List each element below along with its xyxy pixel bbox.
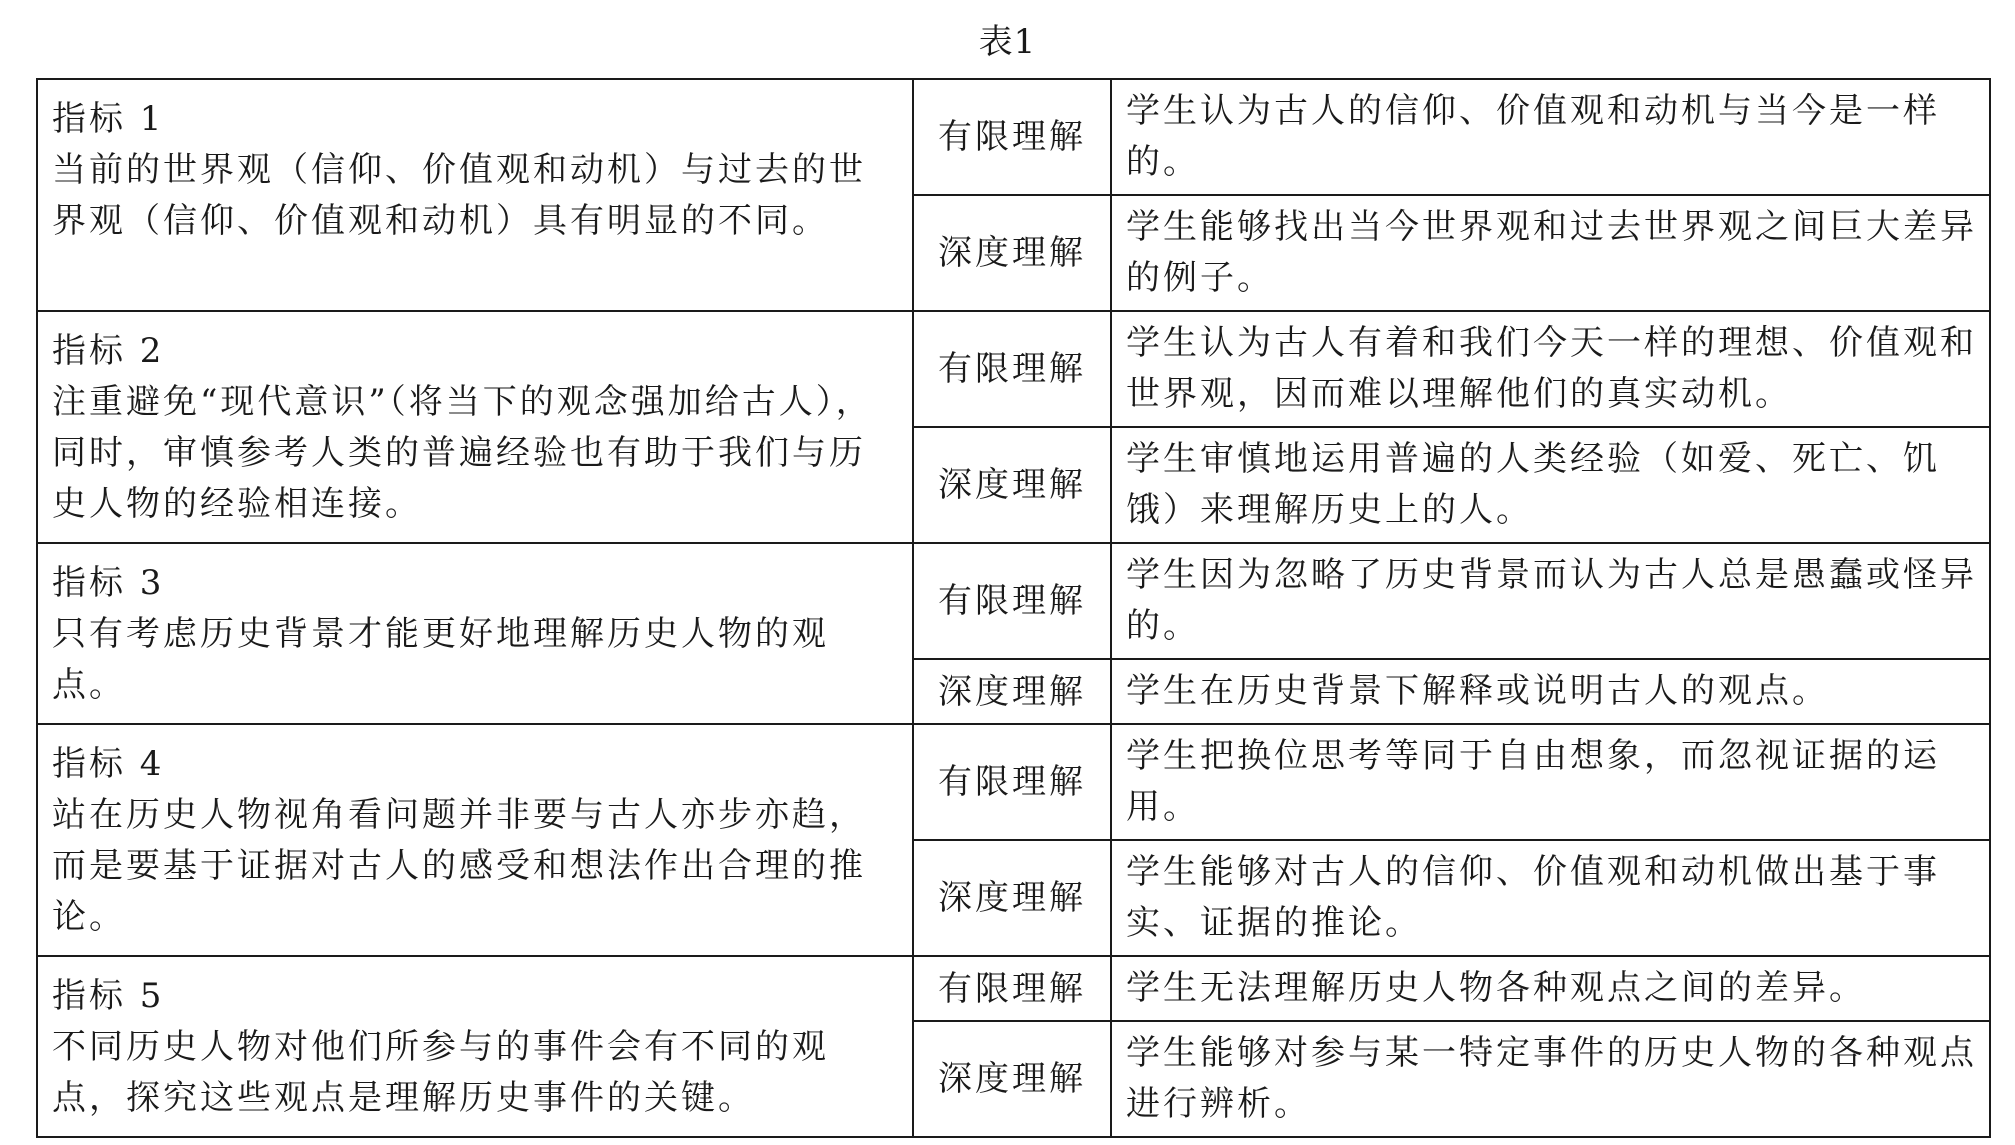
deep-text: 学生能够找出当今世界观和过去世界观之间巨大差异的例子。 bbox=[1111, 195, 1990, 311]
indicator-title: 指标 4 bbox=[52, 744, 165, 784]
indicator-2-cell bbox=[37, 311, 913, 543]
table-caption: 表1 bbox=[978, 22, 1037, 62]
indicator-title: 指标 2 bbox=[52, 331, 165, 371]
indicator-4-cell bbox=[37, 724, 913, 956]
table-row bbox=[37, 724, 1990, 840]
limited-text: 学生因为忽略了历史背景而认为古人总是愚蠢或怪异的。 bbox=[1111, 543, 1990, 659]
limited-label: 有限理解 bbox=[913, 956, 1111, 1021]
limited-text: 学生把换位思考等同于自由想象，而忽视证据的运用。 bbox=[1111, 724, 1990, 840]
limited-label: 有限理解 bbox=[913, 724, 1111, 840]
deep-text: 学生在历史背景下解释或说明古人的观点。 bbox=[1111, 659, 1990, 724]
deep-label: 深度理解 bbox=[913, 840, 1111, 956]
indicator-table bbox=[36, 78, 1991, 1138]
indicator-text: 站在历史人物视角看问题并非要与古人亦步亦趋，而是要基于证据对古人的感受和想法作出合理的推论。 bbox=[52, 795, 866, 937]
limited-label: 有限理解 bbox=[913, 79, 1111, 195]
indicator-text: 不同历史人物对他们所参与的事件会有不同的观点，探究这些观点是理解历史事件的关键。 bbox=[52, 1027, 829, 1118]
indicator-5-cell bbox=[37, 956, 913, 1137]
deep-text: 学生能够对参与某一特定事件的历史人物的各种观点进行辨析。 bbox=[1111, 1021, 1990, 1137]
table-row bbox=[37, 79, 1990, 195]
limited-text: 学生无法理解历史人物各种观点之间的差异。 bbox=[1111, 956, 1990, 1021]
indicator-text: 只有考虑历史背景才能更好地理解历史人物的观点。 bbox=[52, 614, 829, 705]
indicator-text: 注重避免“现代意识”（将当下的观念强加给古人），同时，审慎参考人类的普遍经验也有助于我们与历史人物的经验相连接。 bbox=[52, 382, 873, 524]
indicator-title: 指标 5 bbox=[52, 976, 165, 1016]
deep-label: 深度理解 bbox=[913, 195, 1111, 311]
table-row bbox=[37, 956, 1990, 1021]
deep-label: 深度理解 bbox=[913, 1021, 1111, 1137]
table-row bbox=[37, 543, 1990, 659]
indicator-title: 指标 1 bbox=[52, 99, 165, 139]
deep-label: 深度理解 bbox=[913, 427, 1111, 543]
indicator-title: 指标 3 bbox=[52, 563, 165, 603]
limited-text: 学生认为古人有着和我们今天一样的理想、价值观和世界观，因而难以理解他们的真实动机。 bbox=[1111, 311, 1990, 427]
indicator-text: 当前的世界观（信仰、价值观和动机）与过去的世界观（信仰、价值观和动机）具有明显的不同。 bbox=[52, 150, 866, 241]
limited-label: 有限理解 bbox=[913, 543, 1111, 659]
deep-text: 学生审慎地运用普遍的人类经验（如爱、死亡、饥饿）来理解历史上的人。 bbox=[1111, 427, 1990, 543]
indicator-1-cell bbox=[37, 79, 913, 311]
indicator-3-cell bbox=[37, 543, 913, 724]
deep-label: 深度理解 bbox=[913, 659, 1111, 724]
deep-text: 学生能够对古人的信仰、价值观和动机做出基于事实、证据的推论。 bbox=[1111, 840, 1990, 956]
limited-label: 有限理解 bbox=[913, 311, 1111, 427]
table-row bbox=[37, 311, 1990, 427]
limited-text: 学生认为古人的信仰、价值观和动机与当今是一样的。 bbox=[1111, 79, 1990, 195]
